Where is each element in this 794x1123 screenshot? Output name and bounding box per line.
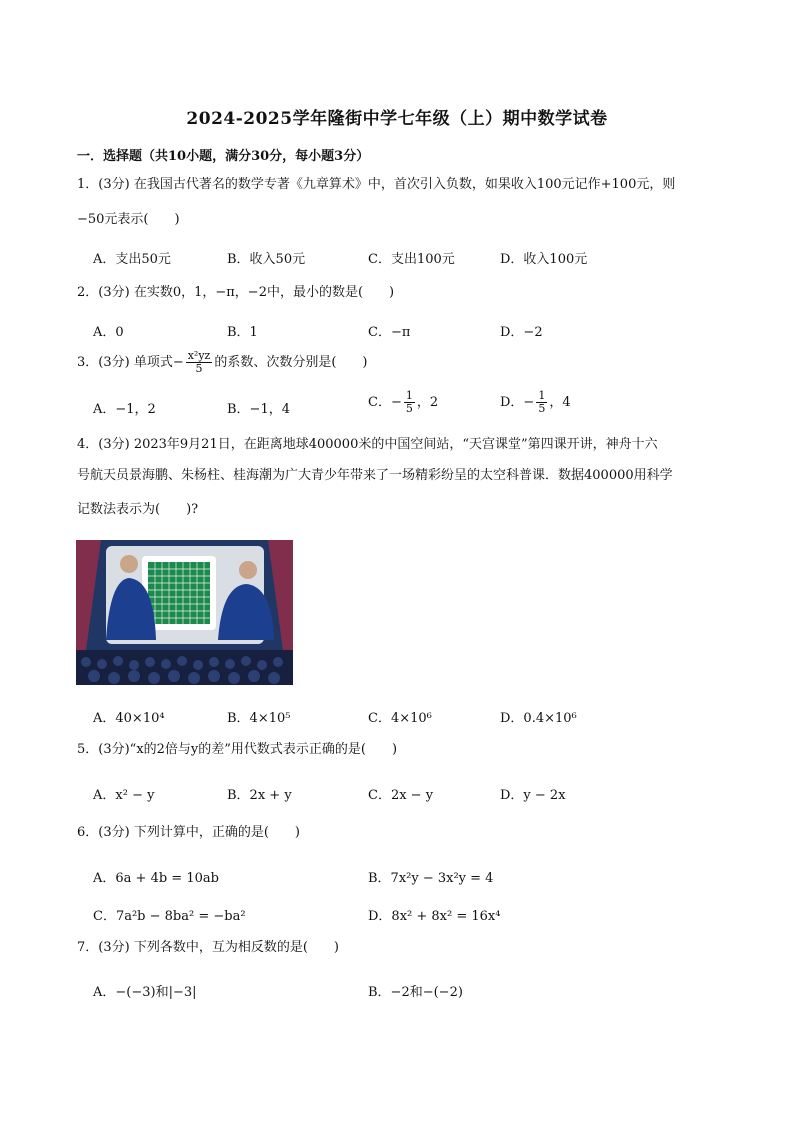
q1-option-a: A．支出50元 xyxy=(93,252,171,267)
q3-d-numerator: 1 xyxy=(538,389,546,402)
space-classroom-illustration xyxy=(76,540,293,685)
question-4-line-2: 号航天员景海鹏、朱杨柱、桂海潮为广大青少年带来了一场精彩纷呈的太空科普课．数据400000用科学 xyxy=(77,468,673,483)
q3-option-c xyxy=(368,390,438,415)
section-heading: 一．选择题（共10小题，满分30分，每小题3分） xyxy=(77,149,370,164)
q4-option-a: A．40×10⁴ xyxy=(93,711,165,726)
q5-option-b: B．2x + y xyxy=(227,788,292,803)
q5-option-c: C．2x − y xyxy=(368,788,434,803)
q3-c-denominator: 5 xyxy=(405,402,413,415)
q3-d-suffix: ，4 xyxy=(549,395,571,410)
q3-c-prefix: C．− xyxy=(368,395,402,410)
page-title: 2024-2025学年隆街中学七年级（上）期中数学试卷 xyxy=(186,109,608,129)
q6-option-b: B．7x²y − 3x²y = 4 xyxy=(368,871,494,886)
q6-option-d: D．8x² + 8x² = 16x⁴ xyxy=(368,909,501,924)
q7-option-a: A．−(−3)和|−3| xyxy=(93,985,197,1000)
q7-option-b: B．−2和−(−2) xyxy=(368,985,463,1000)
question-1-line-1: 1．(3分) 在我国古代著名的数学专著《九章算术》中，首次引入负数，如果收入100元记作+100元，则 xyxy=(77,177,676,192)
q3-c-fraction xyxy=(404,390,415,415)
q3-d-denominator: 5 xyxy=(538,402,546,415)
q3-c-suffix: ，2 xyxy=(416,395,439,410)
q3-stem-suffix: 的系数、次数分别是( ) xyxy=(214,355,368,370)
q4-option-c: C．4×10⁶ xyxy=(368,711,432,726)
question-6: 6．(3分) 下列计算中，正确的是( ) xyxy=(77,825,300,840)
question-7: 7．(3分) 下列各数中，互为相反数的是( ) xyxy=(77,940,339,955)
q3-fraction-denominator: 5 xyxy=(195,362,203,375)
q5-option-d: D．y − 2x xyxy=(500,788,566,803)
q3-fraction xyxy=(186,350,213,375)
question-4-line-1: 4．(3分) 2023年9月21日，在距离地球400000米的中国空间站，“天宫课堂”第四课开讲，神舟十六 xyxy=(77,437,658,452)
q3-d-prefix: D．− xyxy=(500,395,535,410)
q4-option-b: B．4×10⁵ xyxy=(227,711,291,726)
question-5: 5．(3分)“x的2倍与y的差”用代数式表示正确的是( ) xyxy=(77,742,398,757)
question-2: 2．(3分) 在实数0，1，−π，−2中，最小的数是( ) xyxy=(77,285,395,300)
q1-option-c: C．支出100元 xyxy=(368,252,455,267)
q2-option-b: B．1 xyxy=(227,325,258,340)
q2-option-a: A．0 xyxy=(93,325,124,340)
q6-option-a: A．6a + 4b = 10ab xyxy=(93,871,219,886)
q1-option-d: D．收入100元 xyxy=(500,252,588,267)
q3-c-numerator: 1 xyxy=(405,389,413,402)
q3-d-fraction xyxy=(536,390,547,415)
q1-option-b: B．收入50元 xyxy=(227,252,306,267)
q2-option-d: D．−2 xyxy=(500,325,543,340)
q5-option-a: A．x² − y xyxy=(93,788,155,803)
question-3 xyxy=(77,350,368,375)
q3-fraction-numerator: x²yz xyxy=(187,349,211,362)
question-4-line-3: 记数法表示为( )? xyxy=(77,502,199,517)
q3-option-b: B．−1，4 xyxy=(227,402,290,417)
q3-option-d xyxy=(500,390,571,415)
q4-option-d: D．0.4×10⁶ xyxy=(500,711,577,726)
question-1-line-2: −50元表示( ) xyxy=(77,212,180,227)
q3-stem-prefix: 3．(3分) 单项式− xyxy=(77,355,184,370)
q3-option-a: A．−1，2 xyxy=(93,402,156,417)
q6-option-c: C．7a²b − 8ba² = −ba² xyxy=(93,909,246,924)
q2-option-c: C．−π xyxy=(368,325,411,340)
space-classroom-photo xyxy=(76,540,293,685)
